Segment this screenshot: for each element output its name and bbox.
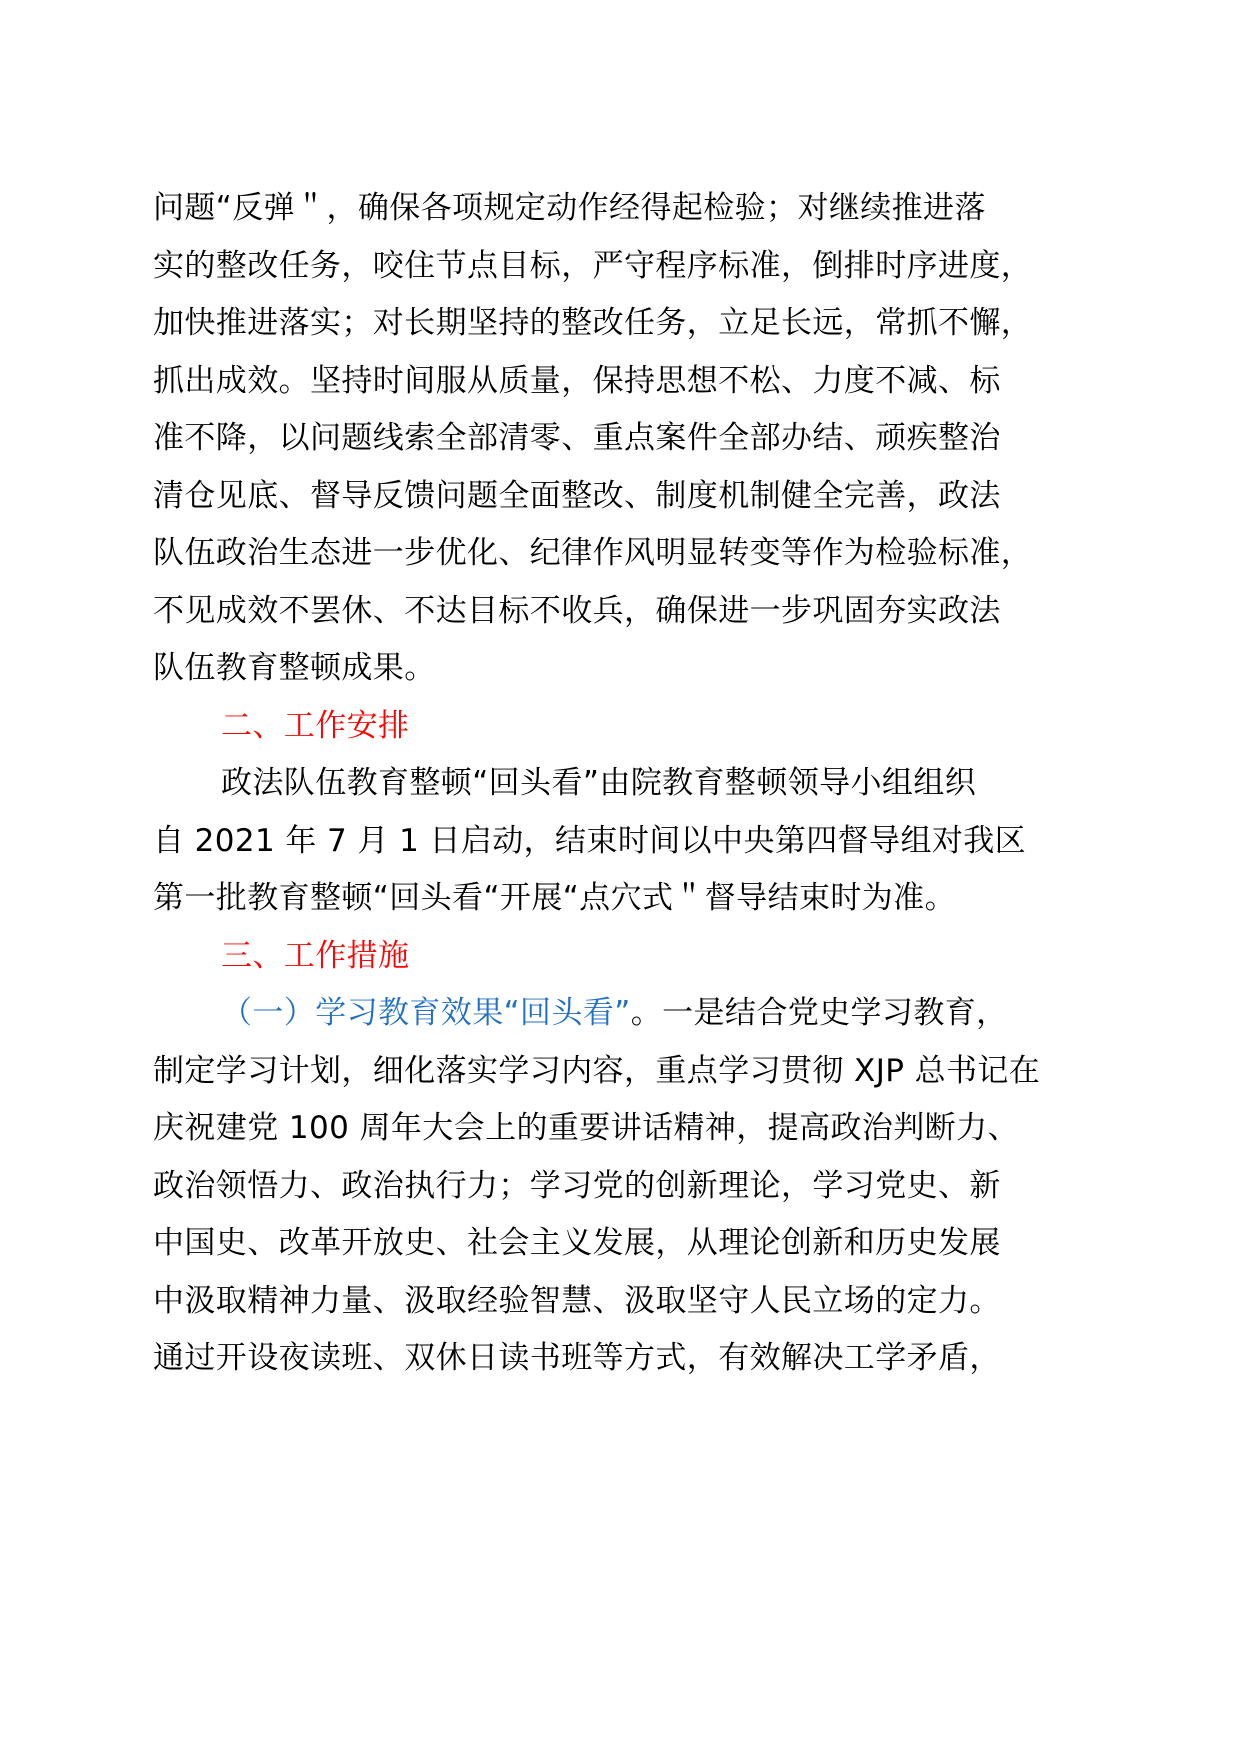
section-heading-work-measures: 三、工作措施 (221, 938, 410, 974)
text-line: 队伍政治生态进一步优化、纪律作风明显转变等作为检验标准， (153, 535, 1033, 571)
text-line: 抓出成效。坚持时间服从质量，保持思想不松、力度不减、标 (153, 363, 1001, 399)
text-line: 政法队伍教育整顿“回头看”由院教育整顿领导小组组织 (221, 765, 977, 801)
text-line: 制定学习计划，细化落实学习内容，重点学习贯彻 XJP 总书记在 (153, 1053, 1041, 1089)
text-line: 通过开设夜读班、双休日读书班等方式，有效解决工学矛盾， (153, 1340, 1001, 1376)
subheading-continuation: 。一是结合党史学习教育， (630, 995, 1008, 1031)
text-line: 庆祝建党 100 周年大会上的重要讲话精神，提高政治判断力、 (153, 1110, 1019, 1146)
text-line: 队伍教育整顿成果。 (153, 650, 436, 686)
text-line: 自 2021 年 7 月 1 日启动，结束时间以中央第四督导组对我区 (153, 823, 1027, 859)
text-line: 不见成效不罢休、不达目标不收兵，确保进一步巩固夯实政法 (153, 593, 1001, 629)
text-line: 实的整改任务，咬住节点目标，严守程序标准，倒排时序进度， (153, 248, 1033, 284)
text-line (221, 991, 1008, 1035)
text-line: 政治领悟力、政治执行力；学习党的创新理论，学习党史、新 (153, 1168, 1001, 1204)
text-line: 中汲取精神力量、汲取经验智慧、汲取坚守人民立场的定力。 (153, 1283, 1001, 1319)
text-line: 问题“反弹＂，确保各项规定动作经得起检验；对继续推进落 (153, 190, 986, 226)
subheading-study-education: （一）学习教育效果“回头看” (221, 995, 631, 1031)
text-line: 中国史、改革开放史、社会主义发展，从理论创新和历史发展 (153, 1225, 1001, 1261)
text-line: 加快推进落实；对长期坚持的整改任务，立足长远，常抓不懈， (153, 305, 1033, 341)
text-line: 准不降，以问题线索全部清零、重点案件全部办结、顽疾整治 (153, 420, 1001, 456)
section-heading-work-arrangement: 二、工作安排 (221, 708, 410, 744)
text-line: 清仓见底、督导反馈问题全面整改、制度机制健全完善，政法 (153, 478, 1001, 514)
text-line: 第一批教育整顿“回头看“开展“点穴式＂督导结束时为准。 (153, 880, 956, 916)
